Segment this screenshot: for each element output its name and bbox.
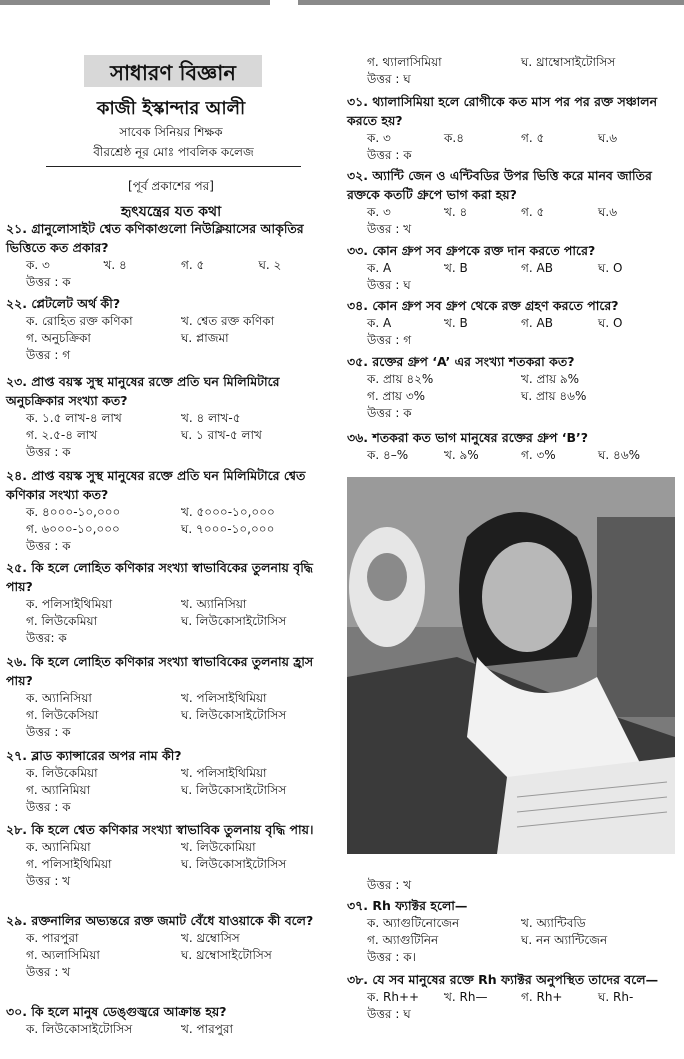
option: গ. অনুচক্রিকা bbox=[26, 331, 91, 345]
answer: উত্তর : ঘ bbox=[367, 278, 411, 292]
question-28 bbox=[6, 820, 336, 890]
option: খ. ৪ bbox=[103, 258, 127, 272]
option: ঘ. লিউকোসাইটোসিস bbox=[181, 783, 287, 797]
question-30-continued bbox=[347, 54, 675, 88]
top-rule-right bbox=[298, 0, 684, 5]
option: খ. প্রায় ৯% bbox=[521, 372, 580, 386]
option: ঘ. লিউকোসাইটোসিস bbox=[181, 614, 287, 628]
answer: উত্তর : ক bbox=[26, 725, 71, 739]
option: ক.৪ bbox=[444, 131, 464, 145]
question-32 bbox=[347, 166, 675, 238]
option: ঘ.৬ bbox=[598, 131, 618, 145]
option: গ. পলিসাইথিমিয়া bbox=[26, 857, 112, 871]
answer: উত্তর : ঘ bbox=[367, 72, 411, 86]
option: ঘ. লিউকোসাইটোসিস bbox=[181, 857, 287, 871]
answer: উত্তর : ক bbox=[26, 445, 71, 459]
option: গ. AB bbox=[521, 316, 553, 330]
answer: উত্তর : গ bbox=[26, 348, 71, 362]
question-text: ৩২. অ্যান্টি জেন ও এন্টিবডির উপর ভিত্তি করে মানব জাতির রক্তকে কতটি গ্রুপে ভাগ করা হয়? bbox=[347, 168, 652, 202]
answer: উত্তর : ক bbox=[26, 539, 71, 553]
option: গ. Rh+ bbox=[521, 990, 563, 1004]
question-23 bbox=[6, 372, 336, 461]
option: ক. ৩ bbox=[367, 131, 391, 145]
option: গ. অ্যাগুটিনিন bbox=[367, 933, 439, 947]
option: খ. Rh— bbox=[444, 990, 488, 1004]
option: খ. ৯% bbox=[444, 448, 479, 462]
question-text: ২৩. প্রাপ্ত বয়স্ক সুস্থ মানুষের রক্তে প্রতি ঘন মিলিমিটারে অনুচক্রিকার সংখ্যা কত? bbox=[6, 374, 280, 408]
question-33 bbox=[347, 241, 675, 294]
section-heading: হৃৎযন্ত্রের যত কথা bbox=[120, 204, 222, 220]
answer: উত্তর : খ bbox=[367, 878, 412, 892]
option: গ. লিউকেমিয়া bbox=[26, 614, 98, 628]
option: ঘ. ১ রাখ-৫ লাখ bbox=[181, 428, 262, 442]
option: ঘ. ২ bbox=[258, 258, 282, 272]
option: গ. AB bbox=[521, 261, 553, 275]
option: ক. ৪–% bbox=[367, 448, 409, 462]
option: গ. অ্যানিমিয়া bbox=[26, 783, 91, 797]
option: গ. ৬০০০-১০,০০০ bbox=[26, 522, 120, 536]
option: গ. ৫ bbox=[521, 131, 545, 145]
answer: উত্তর : ক bbox=[367, 406, 412, 420]
option: ক. লিউকেমিয়া bbox=[26, 766, 98, 780]
question-24 bbox=[6, 466, 336, 555]
question-text: ৩৫. রক্তের গ্রুপ ‘A’ এর সংখ্যা শতকরা কত? bbox=[347, 354, 575, 369]
option: ক. প্রায় ৪২% bbox=[367, 372, 434, 386]
option: ক. ১.৫ লাখ-৪ লাখ bbox=[26, 411, 122, 425]
option: ঘ. ৭০০০-১০,০০০ bbox=[181, 522, 275, 536]
answer: উত্তর : খ bbox=[26, 874, 71, 888]
question-34 bbox=[347, 296, 675, 349]
question-text: ৩০. কি হলে মানুষ ডেঙ্গুজ্বরে আক্রান্ত হয়? bbox=[6, 1004, 227, 1019]
question-31 bbox=[347, 92, 675, 164]
question-36 bbox=[347, 428, 675, 464]
question-35 bbox=[347, 352, 675, 422]
option: গ. ৩% bbox=[521, 448, 556, 462]
option: ঘ. O bbox=[598, 261, 623, 275]
option: ক. ৩ bbox=[367, 205, 391, 219]
question-30 bbox=[6, 1002, 336, 1038]
page-title: সাধারণ বিজ্ঞান bbox=[110, 61, 236, 85]
answer: উত্তর : ঘ bbox=[367, 1007, 411, 1021]
option: ক. ৪০০০-১০,০০০ bbox=[26, 505, 121, 519]
answer: উত্তর : খ bbox=[367, 222, 412, 236]
question-27 bbox=[6, 746, 336, 816]
option: খ. ৫০০০-১০,০০০ bbox=[181, 505, 275, 519]
option: ঘ. থ্রাম্বোসাইটোসিস bbox=[521, 55, 616, 69]
option: খ. B bbox=[444, 261, 468, 275]
option: গ. ২.৫-৪ লাখ bbox=[26, 428, 98, 442]
question-text: ২৫. কি হলে লোহিত কণিকার সংখ্যা স্বাভাবিকের তুলনায় বৃদ্ধি পায়? bbox=[6, 560, 313, 594]
question-21 bbox=[6, 219, 336, 291]
option: গ. অ্যলাসিমিয়া bbox=[26, 948, 100, 962]
option: ঘ.৬ bbox=[598, 205, 618, 219]
question-text: ২৪. প্রাপ্ত বয়স্ক সুস্থ মানুষের রক্তে প্রতি ঘন মিলিমিটারে শ্বেত কণিকার সংখ্যা কত? bbox=[6, 468, 306, 502]
question-text: ৩৪. কোন গ্রুপ সব গ্রুপ থেকে রক্ত গ্রহণ করতে পারে? bbox=[347, 298, 619, 313]
question-text: ২৮. কি হলে শ্বেত কণিকার সংখ্যা স্বাভাবিক তুলনায় বৃদ্ধি পায়। bbox=[6, 822, 314, 837]
option: খ. অ্যানিসিয়া bbox=[181, 597, 247, 611]
question-29 bbox=[6, 911, 336, 981]
option: ঘ. ৪৬% bbox=[598, 448, 641, 462]
question-text: ৩৮. যে সব মানুষের রক্তে Rh ফ্যাক্টর অনুপস্থিত তাদের বলে— bbox=[347, 972, 659, 987]
option: ঘ. নন অ্যান্টিজেন bbox=[521, 933, 608, 947]
question-text: ২৭. ব্লাড ক্যান্সারের অপর নাম কী? bbox=[6, 748, 182, 763]
exam-student-photo bbox=[347, 477, 675, 854]
option: গ. ৫ bbox=[181, 258, 205, 272]
answer: উত্তর: ক bbox=[26, 631, 67, 645]
option: খ. পারপুরা bbox=[181, 1022, 233, 1036]
question-text: ৩১. থ্যালাসিমিয়া হলে রোগীকে কত মাস পর পর রক্ত সঞ্চালন করতে হয়? bbox=[347, 94, 658, 128]
option: গ. ৫ bbox=[521, 205, 545, 219]
option: ক. পলিসাইথিমিয়া bbox=[26, 597, 113, 611]
answer: উত্তর : ক bbox=[367, 148, 412, 162]
option: খ. থ্রম্বোসিস bbox=[181, 931, 240, 945]
question-36-answer bbox=[347, 877, 675, 894]
option: ক. অ্যানিমিয়া bbox=[26, 840, 91, 854]
option: ঘ. লিউকোসাইটোসিস bbox=[181, 708, 287, 722]
question-text: ২৬. কি হলে লোহিত কণিকার সংখ্যা স্বাভাবিকের তুলনায় হ্রাস পায়? bbox=[6, 654, 314, 688]
question-26 bbox=[6, 652, 336, 741]
author-name: কাজী ইস্কান্দার আলী bbox=[96, 98, 246, 119]
answer: উত্তর : ক। bbox=[367, 950, 416, 964]
option: ঘ. Rh- bbox=[598, 990, 634, 1004]
top-rule-left bbox=[0, 0, 270, 5]
question-text: ৩৩. কোন গ্রুপ সব গ্রুপকে রক্ত দান করতে পারে? bbox=[347, 243, 596, 258]
question-text: ২১. গ্রানুলোসাইট শ্বেত কণিকাগুলো নিউক্লিয়াসের আকৃতির ভিত্তিতে কত প্রকার? bbox=[6, 221, 304, 255]
option: ক. ৩ bbox=[26, 258, 50, 272]
answer: উত্তর : ক bbox=[26, 800, 71, 814]
option: খ. শ্বেত রক্ত কণিকা bbox=[181, 314, 275, 328]
option: ক. অ্যাগুটিনোজেন bbox=[367, 916, 460, 930]
option: ঘ. প্রায় ৪৬% bbox=[521, 389, 587, 403]
option: ঘ. থ্রম্বোসাইটোসিস bbox=[181, 948, 272, 962]
option: খ. ৪ bbox=[444, 205, 468, 219]
answer: উত্তর : খ bbox=[26, 965, 71, 979]
answer: উত্তর : গ bbox=[367, 333, 412, 347]
option: গ. প্রায় ৩% bbox=[367, 389, 426, 403]
option: খ. ৪ লাখ-৫ bbox=[181, 411, 241, 425]
option: খ. পলিসাইথিমিয়া bbox=[181, 691, 267, 705]
option: ক. A bbox=[367, 261, 392, 275]
option: ক. লিউকোসাইটোসিস bbox=[26, 1022, 133, 1036]
question-38 bbox=[347, 970, 675, 1023]
continued-note: [পূর্ব প্রকাশের পর] bbox=[128, 179, 214, 193]
question-text: ২২. প্লেটলেট অর্থ কী? bbox=[6, 296, 121, 311]
option: খ. অ্যান্টিবডি bbox=[521, 916, 586, 930]
option: ক. A bbox=[367, 316, 392, 330]
option: ক. রোহিত রক্ত কণিকা bbox=[26, 314, 133, 328]
option: গ. থ্যালাসিমিয়া bbox=[367, 55, 442, 69]
option: গ. লিউকেসিয়া bbox=[26, 708, 99, 722]
author-college: বীরশ্রেষ্ঠ নূর মোঃ পাবলিক কলেজ bbox=[46, 144, 301, 167]
question-text: ২৯. রক্তনালির অভ্যন্তরে রক্ত জমাট বেঁধে যাওয়াকে কী বলে? bbox=[6, 913, 314, 928]
option: ক. পারপুরা bbox=[26, 931, 79, 945]
option: খ. লিউকোমিয়া bbox=[181, 840, 256, 854]
question-25 bbox=[6, 558, 336, 647]
option: খ. পলিসাইথিমিয়া bbox=[181, 766, 267, 780]
answer: উত্তর : ক bbox=[26, 275, 71, 289]
option: ঘ. O bbox=[598, 316, 623, 330]
option: ক. Rh++ bbox=[367, 990, 420, 1004]
question-22 bbox=[6, 294, 336, 364]
question-text: ৩৭. Rh ফ্যাক্টর হলো— bbox=[347, 898, 468, 913]
author-role: সাবেক সিনিয়র শিক্ষক bbox=[119, 125, 223, 139]
question-text: ৩৬. শতকরা কত ভাগ মানুষের রক্তের গ্রুপ ‘B’? bbox=[347, 430, 589, 445]
question-37 bbox=[347, 896, 675, 966]
option: ক. অ্যানিসিয়া bbox=[26, 691, 92, 705]
option: খ. B bbox=[444, 316, 468, 330]
option: ঘ. প্লাজমা bbox=[181, 331, 229, 345]
